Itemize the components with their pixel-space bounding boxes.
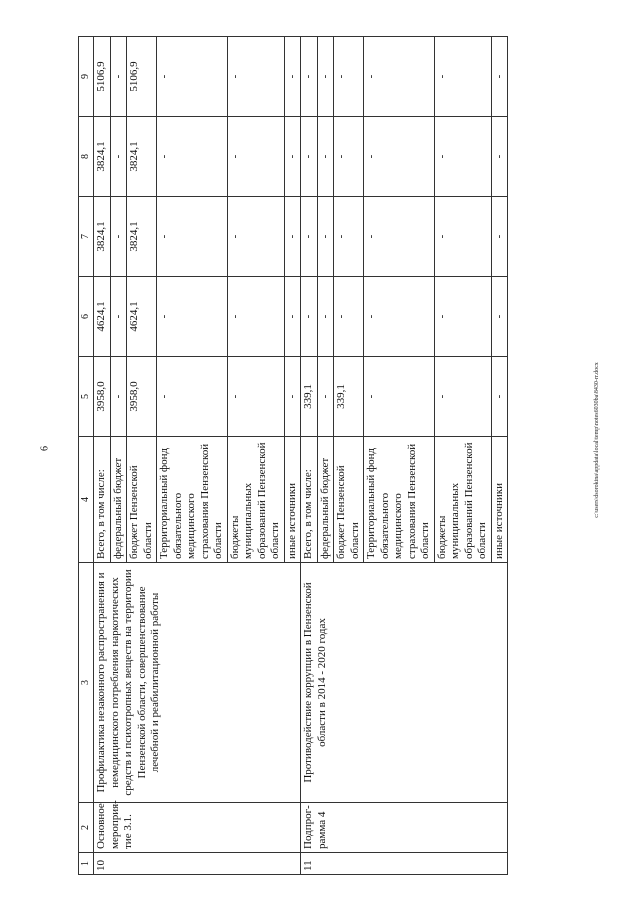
program-name-cell: Профилактика незаконного распространения и немедицинского потребления наркотических средств и психотропных веществ на территории Пензенской области, совершенствование лечебной и реабилитационной работы <box>94 563 301 803</box>
header-cell: 3 <box>79 563 94 803</box>
file-path-footer: c:\users\dsorokina\appdata\local\temp\notes6030ba\8430-rr.docx <box>594 362 600 518</box>
funding-source-cell: Всего, в том числе: <box>301 437 318 563</box>
program-name-cell: Противодействие коррупции в Пензенской области в 2014 - 2020 годах <box>301 563 508 803</box>
amount-cell: - <box>334 277 364 357</box>
header-cell: 6 <box>79 277 94 357</box>
amount-cell: - <box>227 37 284 117</box>
amount-cell: 4624,1 <box>127 277 157 357</box>
funding-source-cell: бюджеты муниципальных образований Пензенской области <box>434 437 491 563</box>
amount-cell: - <box>317 277 334 357</box>
amount-cell: - <box>364 357 435 437</box>
amount-cell: - <box>334 197 364 277</box>
amount-cell: 3824,1 <box>127 197 157 277</box>
amount-cell: 3958,0 <box>127 357 157 437</box>
funding-source-cell: бюджет Пензенской области <box>127 437 157 563</box>
amount-cell: - <box>434 117 491 197</box>
amount-cell: - <box>284 37 301 117</box>
amount-cell: 3958,0 <box>94 357 111 437</box>
amount-cell: - <box>434 197 491 277</box>
amount-cell: - <box>157 117 228 197</box>
amount-cell: - <box>227 277 284 357</box>
amount-cell: - <box>301 277 318 357</box>
table-rotation-frame <box>78 37 581 875</box>
row-number-cell: 11 <box>301 853 508 875</box>
amount-cell: - <box>491 357 508 437</box>
header-cell: 2 <box>79 803 94 853</box>
header-cell: 1 <box>79 853 94 875</box>
amount-cell: - <box>491 37 508 117</box>
amount-cell: - <box>157 277 228 357</box>
amount-cell: - <box>227 357 284 437</box>
rotated-page-content <box>78 37 581 875</box>
header-row <box>79 37 94 875</box>
header-cell: 7 <box>79 197 94 277</box>
amount-cell: - <box>110 277 127 357</box>
amount-cell: - <box>434 357 491 437</box>
amount-cell: - <box>301 197 318 277</box>
amount-cell: - <box>364 37 435 117</box>
header-cell: 9 <box>79 37 94 117</box>
funding-source-cell: бюджеты муниципальных образований Пензенской области <box>227 437 284 563</box>
funding-source-cell: Территориальный фонд обязательного медицинского страхования Пензенской области <box>364 437 435 563</box>
amount-cell: - <box>434 37 491 117</box>
amount-cell: 339,1 <box>301 357 318 437</box>
amount-cell: - <box>284 357 301 437</box>
budget-table <box>78 36 508 875</box>
amount-cell: - <box>110 117 127 197</box>
amount-cell: - <box>157 357 228 437</box>
row-type-cell: Основное мероприя-тие 3.1. <box>94 803 301 853</box>
amount-cell: - <box>491 117 508 197</box>
page-number: 6 <box>39 446 51 451</box>
amount-cell: - <box>491 197 508 277</box>
amount-cell: 3824,1 <box>127 117 157 197</box>
amount-cell: 3824,1 <box>94 117 111 197</box>
funding-source-cell: Территориальный фонд обязательного медицинского страхования Пензенской области <box>157 437 228 563</box>
amount-cell: - <box>227 117 284 197</box>
amount-cell: 5106,9 <box>94 37 111 117</box>
header-cell: 8 <box>79 117 94 197</box>
funding-source-cell: бюджет Пензенской области <box>334 437 364 563</box>
funding-source-cell: Всего, в том числе: <box>94 437 111 563</box>
amount-cell: - <box>227 197 284 277</box>
header-cell: 5 <box>79 357 94 437</box>
amount-cell: - <box>301 117 318 197</box>
funding-source-cell: иные источники <box>284 437 301 563</box>
amount-cell: - <box>434 277 491 357</box>
amount-cell: 5106,9 <box>127 37 157 117</box>
amount-cell: - <box>110 37 127 117</box>
amount-cell: - <box>157 197 228 277</box>
header-cell: 4 <box>79 437 94 563</box>
table-row <box>94 37 111 875</box>
amount-cell: - <box>110 357 127 437</box>
amount-cell: - <box>317 357 334 437</box>
amount-cell: 4624,1 <box>94 277 111 357</box>
funding-source-cell: иные источники <box>491 437 508 563</box>
amount-cell: - <box>284 117 301 197</box>
amount-cell: - <box>364 197 435 277</box>
amount-cell: - <box>110 197 127 277</box>
amount-cell: 339,1 <box>334 357 364 437</box>
amount-cell: - <box>284 277 301 357</box>
funding-source-cell: федеральный бюджет <box>317 437 334 563</box>
amount-cell: - <box>334 37 364 117</box>
table-row <box>301 37 318 875</box>
amount-cell: - <box>364 117 435 197</box>
amount-cell: - <box>334 117 364 197</box>
row-type-cell: Подпрог-рамма 4 <box>301 803 508 853</box>
amount-cell: - <box>284 197 301 277</box>
row-number-cell: 10 <box>94 853 301 875</box>
amount-cell: - <box>317 37 334 117</box>
amount-cell: - <box>491 277 508 357</box>
amount-cell: - <box>317 117 334 197</box>
amount-cell: - <box>157 37 228 117</box>
amount-cell: 3824,1 <box>94 197 111 277</box>
funding-source-cell: федеральный бюджет <box>110 437 127 563</box>
amount-cell: - <box>364 277 435 357</box>
amount-cell: - <box>301 37 318 117</box>
amount-cell: - <box>317 197 334 277</box>
